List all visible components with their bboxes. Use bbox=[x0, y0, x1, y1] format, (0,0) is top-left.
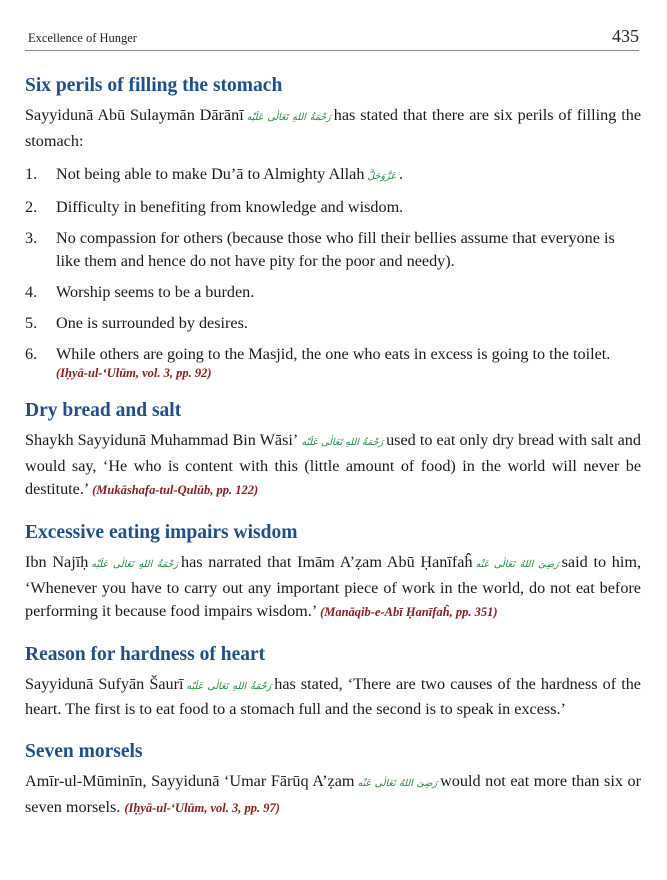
honorific-rahmatullah: رَحْمَةُ اللهِ تَعَالٰى عَلَيْه bbox=[186, 680, 272, 692]
section-heading: Seven morsels bbox=[25, 741, 143, 763]
paragraph-text-before: Amīr-ul-Mūminīn, Sayyidunā ‘Umar Fārūq A’ẓam bbox=[25, 772, 355, 791]
honorific-radiyallah: رَضِیَ اللهُ تَعَالٰی عَنْه bbox=[357, 778, 438, 790]
citation: (Mukāshafa-tul-Qulūb, pp. 122) bbox=[92, 483, 259, 498]
paragraph-text-c: said to him, ‘Whenever you have to carry out any important piece of work in the world, do not eat before performing it because food impairs wisdom.’ bbox=[25, 553, 642, 621]
section-heading: Six perils of filling the stomach bbox=[25, 75, 283, 96]
section-intro bbox=[25, 104, 641, 153]
section-paragraph bbox=[25, 429, 641, 503]
list-text: No compassion for others (because those who fill their bellies assume that everyone is like them and hence do not have pity for the poor and needy). bbox=[56, 228, 615, 271]
section-six-perils bbox=[25, 74, 641, 382]
section-heading: Dry bread and salt bbox=[25, 400, 182, 422]
list-number: 3. bbox=[25, 228, 38, 247]
list-item bbox=[25, 281, 641, 305]
page-number: 435 bbox=[612, 26, 639, 46]
paragraph-text-after: has stated, ‘There are two causes of the hardness of the heart. The first is to eat food to a stomach full and the second is to speak in excess.’ bbox=[25, 674, 641, 719]
paragraph-text-after: used to eat only dry bread with salt and would say, ‘He who is content with this (little amount of food) in the world will never be destitute.’ bbox=[25, 431, 641, 499]
list-item bbox=[25, 343, 641, 367]
section-paragraph bbox=[25, 551, 641, 625]
list-text: While others are going to the Masjid, the one who eats in excess is going to the toilet. bbox=[56, 344, 611, 363]
intro-text-after: has stated that there are six perils of filling the stomach: bbox=[25, 106, 642, 150]
paragraph-text-before: Shaykh Sayyidunā Muhammad Bin Wāsi’ bbox=[25, 431, 299, 450]
list-text: Worship seems to be a burden. bbox=[56, 283, 255, 302]
running-header bbox=[25, 26, 639, 51]
paragraph-text-before: Sayyidunā Sufyān Šaurī bbox=[25, 674, 184, 693]
section-seven-morsels bbox=[25, 740, 641, 820]
list-item bbox=[25, 196, 641, 220]
honorific-rahmatullah: رَحْمَةُ اللهِ تَعَالٰى عَلَيْه bbox=[301, 437, 384, 449]
citation: (Iḥyā-ul-‘Ulūm, vol. 3, pp. 92) bbox=[56, 366, 212, 381]
honorific-rahmatullah: رَحْمَةُ اللهِ تَعَالٰى عَلَيْه bbox=[246, 112, 331, 123]
list-number: 2. bbox=[25, 197, 38, 216]
list-number: 5. bbox=[25, 313, 38, 332]
list-text-end: . bbox=[399, 165, 404, 184]
honorific-rahmatullah: رَحْمَةُ اللهِ تَعَالٰى عَلَيْه bbox=[91, 559, 178, 571]
citation: (Manāqib-e-Abī Ḥanīfaĥ, pp. 351) bbox=[320, 605, 498, 620]
honorific-radiyallah: رَضِیَ اللهُ تَعَالٰی عَنْه bbox=[475, 559, 559, 571]
list-item bbox=[25, 227, 641, 274]
citation: (Iḥyā-ul-‘Ulūm, vol. 3, pp. 97) bbox=[124, 800, 280, 815]
list-text: Difficulty in benefiting from knowledge and wisdom. bbox=[56, 197, 404, 216]
list-item bbox=[25, 163, 641, 189]
section-heading: Excessive eating impairs wisdom bbox=[25, 522, 298, 544]
section-paragraph bbox=[25, 673, 641, 722]
section-paragraph bbox=[25, 770, 641, 820]
intro-text-before: Sayyidunā Abū Sulaymān Dārānī bbox=[25, 106, 244, 124]
section-heading: Reason for hardness of heart bbox=[25, 643, 266, 665]
list-text: One is surrounded by desires. bbox=[56, 313, 248, 332]
section-excessive-eating bbox=[25, 521, 641, 625]
paragraph-text-b: has narrated that Imām A’ẓam Abū Ḥanīfaĥ bbox=[180, 553, 473, 572]
page-content bbox=[25, 74, 641, 820]
honorific-azzawajal: عَزَّوَجَلَّ bbox=[367, 171, 396, 183]
section-hardness-of-heart bbox=[25, 643, 641, 722]
perils-list bbox=[25, 163, 641, 366]
list-number: 1. bbox=[25, 165, 38, 184]
paragraph-text-after: would not eat more than six or seven morsels. bbox=[25, 772, 642, 816]
list-item bbox=[25, 312, 641, 336]
list-number: 4. bbox=[25, 283, 38, 302]
section-dry-bread bbox=[25, 399, 641, 503]
paragraph-text-a: Ibn Najīḥ bbox=[25, 553, 89, 572]
list-number: 6. bbox=[25, 344, 38, 363]
list-text: Not being able to make Du’ā to Almighty Allah bbox=[56, 165, 365, 184]
running-title: Excellence of Hunger bbox=[28, 31, 137, 45]
